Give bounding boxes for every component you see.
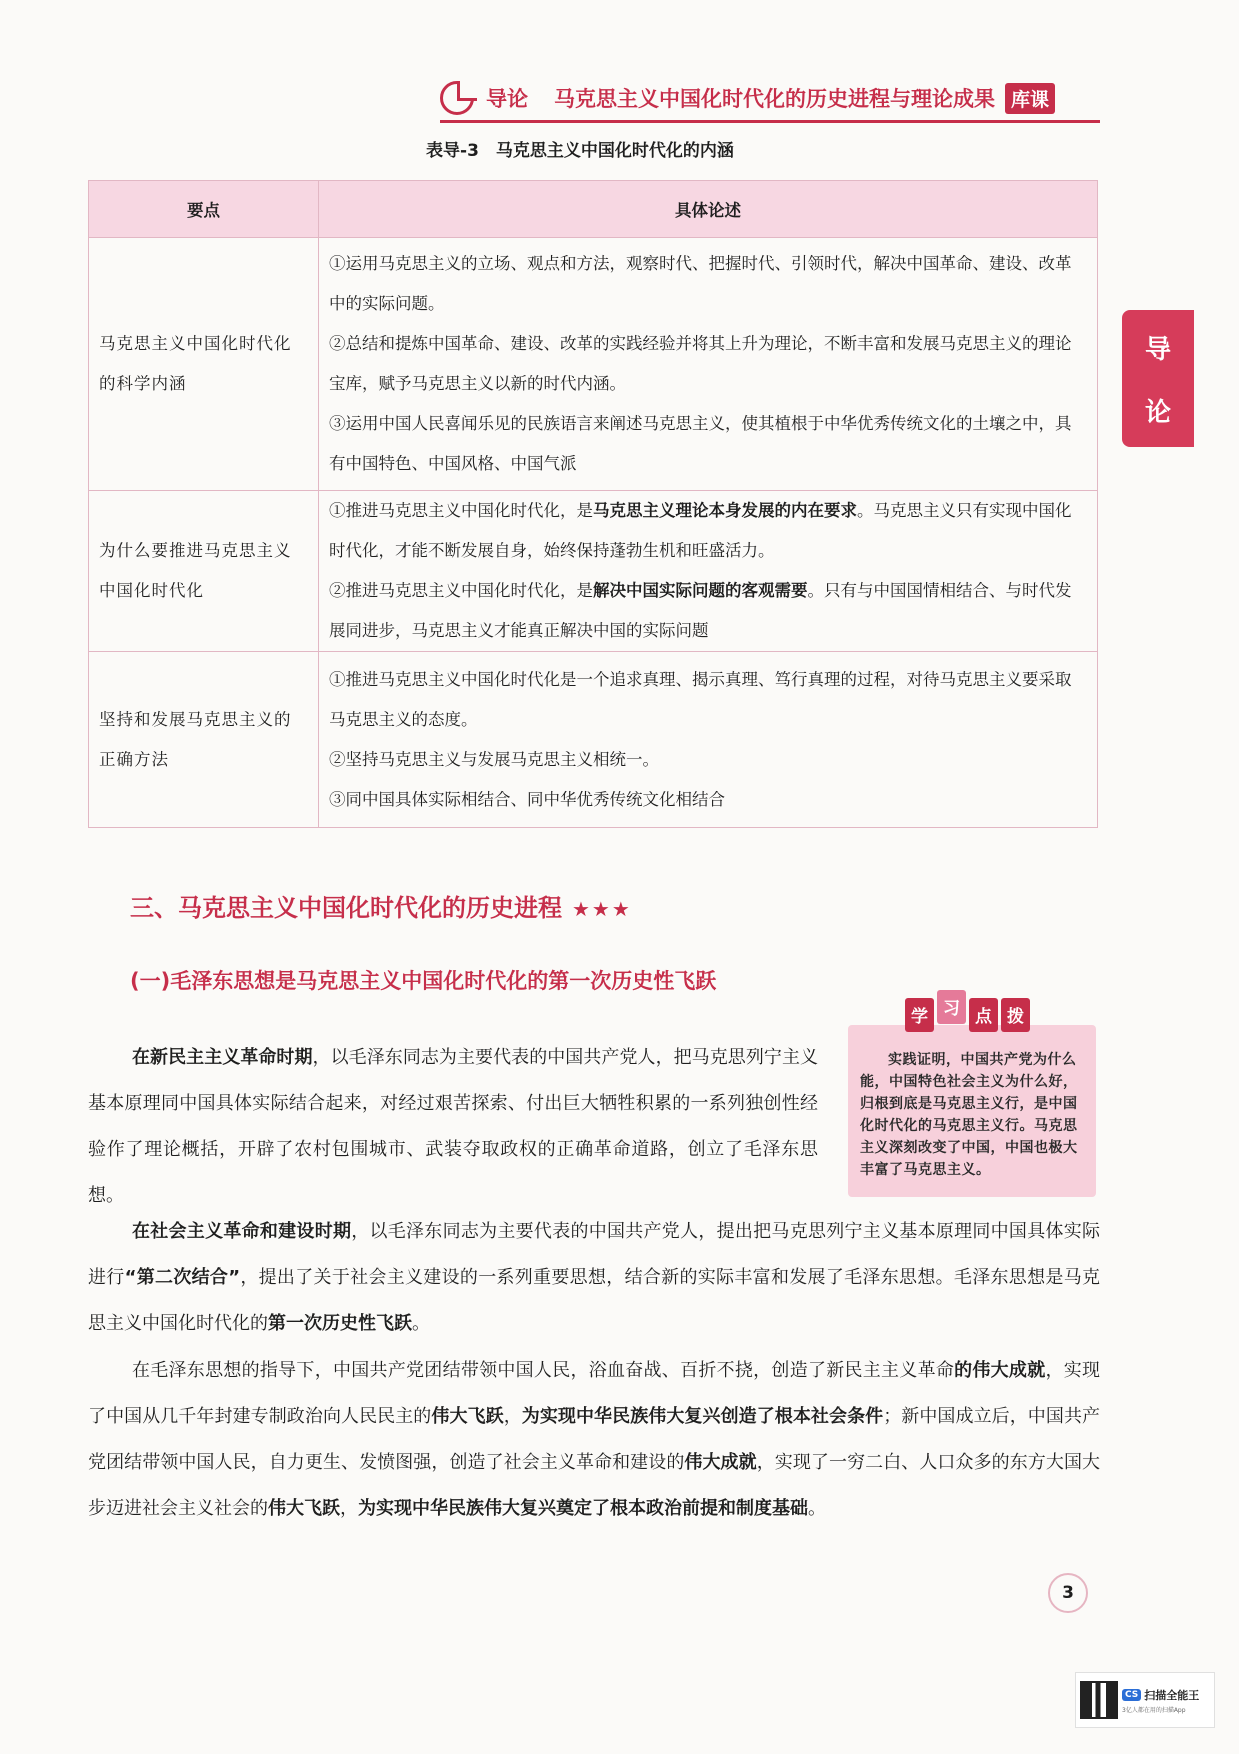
- side-tab-char: 论: [1144, 397, 1171, 428]
- section-title: 三、马克思主义中国化时代化的历史进程: [130, 894, 562, 922]
- header-guide: 导论: [486, 87, 528, 111]
- watermark-subtitle: 3亿人都在用的扫描App: [1122, 1706, 1186, 1714]
- watermark-title: [1122, 1687, 1199, 1703]
- table-row: [89, 238, 1098, 491]
- table-row-value: [319, 652, 1098, 828]
- table-header-key: 要点: [89, 181, 319, 238]
- brand-badge: 库课: [1005, 83, 1055, 114]
- table-row-key: 为什么要推进马克思主义中国化时代化: [89, 491, 319, 652]
- tip-tag-char: 习: [937, 990, 966, 1024]
- paragraph: 在新民主主义革命时期，以毛泽东同志为主要代表的中国共产党人，把马克思列宁主义基本原理同中国具体实际结合起来，对经过艰苦探索、付出巨大牺牲积累的一系列独创性经验作了理论概括，开辟了农村包围城市、武装夺取政权的正确革命道路，创立了毛泽东思想。: [88, 1047, 819, 1206]
- study-tip-box: [848, 1025, 1096, 1197]
- paragraph: 在社会主义革命和建设时期，以毛泽东同志为主要代表的中国共产党人，提出把马克思列宁主义基本原理同中国具体实际进行“第二次结合”，提出了关于社会主义建设的一系列重要思想，结合新的实际丰富和发展了毛泽东思想。毛泽东思想是马克思主义中国化时代化的第一次历史性飞跃。: [88, 1221, 1100, 1334]
- tip-tag-char: 拨: [1001, 998, 1030, 1032]
- running-header: [440, 78, 1100, 118]
- page-number: 3: [1048, 1573, 1088, 1613]
- table-row: [89, 652, 1098, 828]
- chapter-icon: [440, 81, 474, 115]
- table-item: ③运用中国人民喜闻乐见的民族语言来阐述马克思主义，使其植根于中华优秀传统文化的土壤之中，具有中国特色、中国风格、中国气派: [329, 414, 1072, 473]
- side-tab-char: 导: [1144, 334, 1171, 365]
- chapter-side-tab: [1122, 310, 1194, 447]
- table-item: ②坚持马克思主义与发展马克思主义相统一。: [329, 749, 659, 769]
- table-item: ①推进马克思主义中国化时代化是一个追求真理、揭示真理、笃行真理的过程，对待马克思主义要采取马克思主义的态度。: [329, 669, 1072, 729]
- paragraph: 在毛泽东思想的指导下，中国共产党团结带领中国人民，浴血奋战、百折不挠，创造了新民主主义革命的伟大成就，实现了中国从几千年封建专制政治向人民民主的伟大飞跃，为实现中华民族伟大复兴创造了根本社会条件；新中国成立后，中国共产党团结带领中国人民，自力更生、发愤图强，创造了社会主义革命和建设的伟大成就，实现了一穷二白、人口众多的东方大国大步迈进社会主义社会的伟大飞跃，为实现中华民族伟大复兴奠定了根本政治前提和制度基础。: [88, 1360, 1101, 1519]
- tip-tag-char: 点: [969, 998, 998, 1032]
- qr-code-icon: [1082, 1683, 1116, 1717]
- table-row-value: [319, 238, 1098, 491]
- table-row: [89, 491, 1098, 652]
- section-heading: [130, 888, 632, 923]
- table-header-row: [89, 181, 1098, 238]
- table-row-value: [319, 491, 1098, 652]
- table-item: ①运用马克思主义的立场、观点和方法，观察时代、把握时代、引领时代，解决中国革命、建设、改革中的实际问题。: [329, 254, 1072, 313]
- table-item: ②推进马克思主义中国化时代化，是解决中国实际问题的客观需要。只有与中国国情相结合、与时代发展同进步，马克思主义才能真正解决中国的实际问题: [329, 581, 1072, 640]
- table-item: ①推进马克思主义中国化时代化，是马克思主义理论本身发展的内在要求。马克思主义只有实现中国化时代化，才能不断发展自身，始终保持蓬勃生机和旺盛活力。: [329, 501, 1072, 560]
- table-item: ②总结和提炼中国革命、建设、改革的实践经验并将其上升为理论，不断丰富和发展马克思主义的理论宝库，赋予马克思主义以新的时代内涵。: [329, 334, 1072, 393]
- header-rule: [440, 120, 1100, 123]
- tip-tag-char: 学: [905, 998, 934, 1032]
- header-title: 马克思主义中国化时代化的历史进程与理论成果: [554, 87, 995, 111]
- scanner-watermark: [1075, 1672, 1215, 1728]
- content-table: [88, 180, 1098, 828]
- subsection-heading: (一)毛泽东思想是马克思主义中国化时代化的第一次历史性飞跃: [130, 969, 717, 993]
- watermark-text: [1122, 1687, 1199, 1714]
- table-row-key: 马克思主义中国化时代化的科学内涵: [89, 238, 319, 491]
- table-item: ③同中国具体实际相结合、同中华优秀传统文化相结合: [329, 789, 725, 809]
- scanner-logo-icon: CS: [1122, 1689, 1141, 1701]
- importance-stars-icon: ★★★: [572, 897, 632, 921]
- table-header-value: 具体论述: [319, 181, 1098, 238]
- study-tip-text: 实践证明，中国共产党为什么能，中国特色社会主义为什么好，归根到底是马克思主义行，是中国化时代化的马克思主义行。马克思主义深刻改变了中国，中国也极大丰富了马克思主义。: [860, 1052, 1078, 1178]
- table-caption: 表导-3 马克思主义中国化时代化的内涵: [426, 141, 734, 161]
- watermark-name: 扫描全能王: [1144, 1688, 1200, 1702]
- table-row-key: 坚持和发展马克思主义的正确方法: [89, 652, 319, 828]
- study-tip-tag: [905, 998, 1030, 1032]
